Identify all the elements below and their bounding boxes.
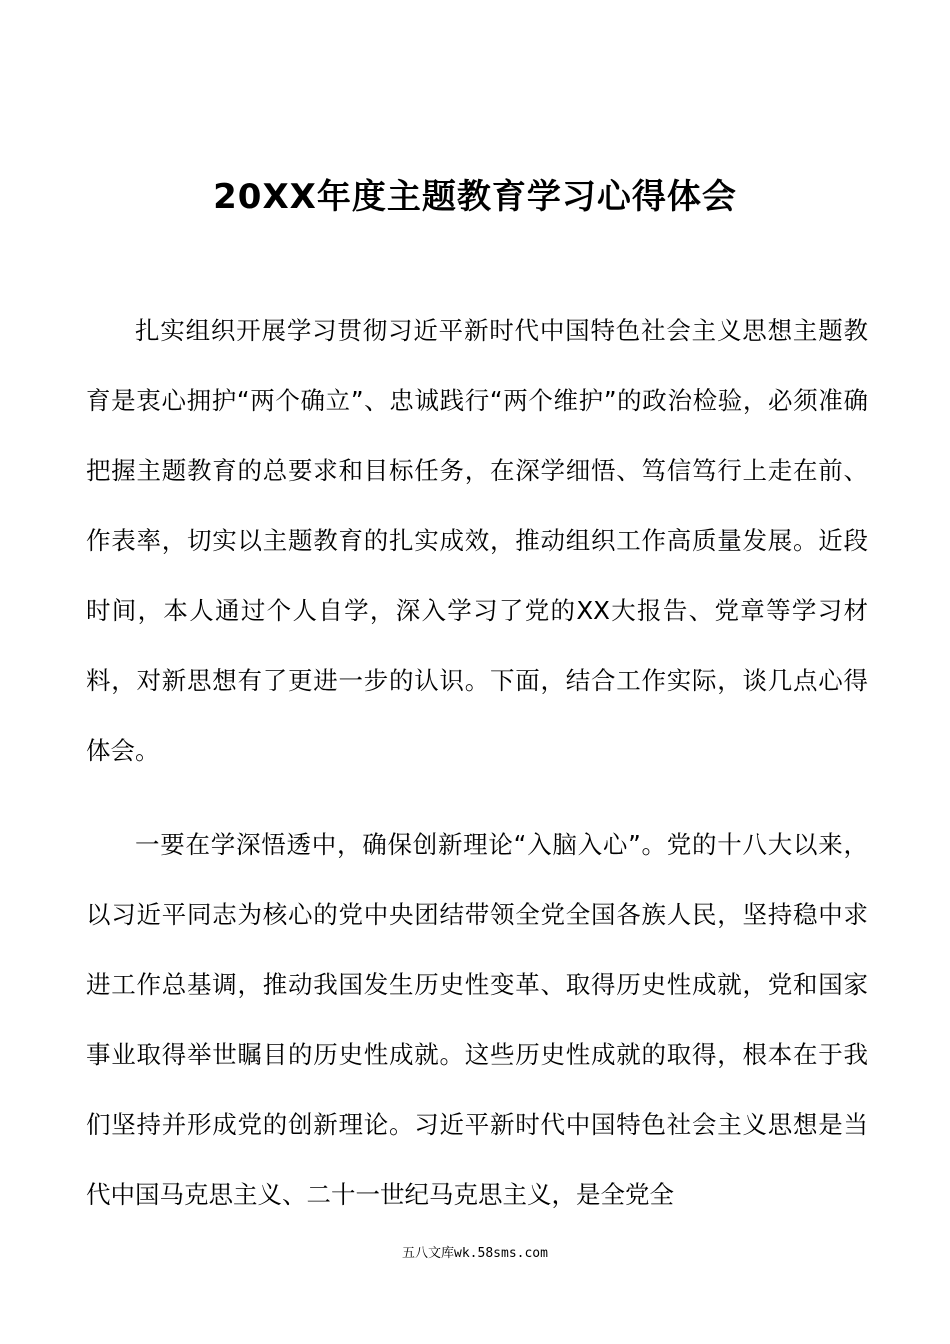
document-body [86, 296, 868, 1254]
document-title: 20XX年度主题教育学习心得体会 [213, 177, 737, 217]
footer-watermark: 五八文库wk.58sms.com [402, 1246, 548, 1261]
paragraph-point-one: 一要在学深悟透中，确保创新理论“入脑入心”。党的十八大以来，以习近平同志为核心的党中央团结带领全党全国各族人民，坚持稳中求进工作总基调，推动我国发生历史性变革、取得历史性成就，党和国家事业取得举世瞩目的历史性成就。这些历史性成就的取得，根本在于我们坚持并形成党的创新理论。习近平新时代中国特色社会主义思想是当代中国马克思主义、二十一世纪马克思主义，是全党全 [86, 830, 868, 1209]
paragraph-intro: 扎实组织开展学习贯彻习近平新时代中国特色社会主义思想主题教育是衷心拥护“两个确立”、忠诚践行“两个维护”的政治检验，必须准确把握主题教育的总要求和目标任务，在深学细悟、笃信笃行上走在前、作表率，切实以主题教育的扎实成效，推动组织工作高质量发展。近段时间，本人通过个人自学，深入学习了党的XX大报告、党章等学习材料，对新思想有了更进一步的认识。下面，结合工作实际，谈几点心得体会。 [86, 316, 868, 765]
